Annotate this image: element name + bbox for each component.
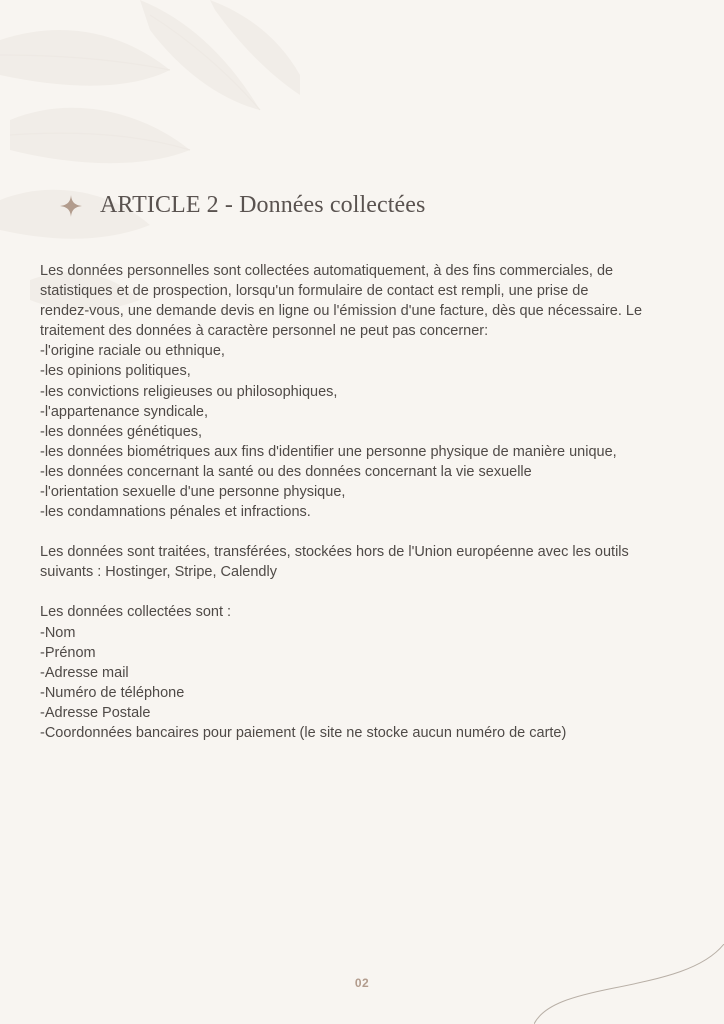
intro-line: rendez-vous, une demande devis en ligne ou l'émission d'une facture, dès que nécessaire. Le [40,303,643,320]
excluded-data-item: -les données concernant la santé ou des données concernant la vie sexuelle [40,463,532,480]
excluded-data-item: -l'appartenance syndicale, [40,403,209,420]
page-number: 02 [354,976,370,990]
article-heading [60,192,425,219]
paragraph-spacer [40,522,680,542]
transfer-paragraph [40,542,680,582]
transfer-line: Les données sont traitées, transférées, stockées hors de l'Union européenne avec les outils [40,544,629,561]
excluded-data-list [40,341,680,522]
article-title: ARTICLE 2 - Données collectées [100,192,426,218]
collected-data-item: -Prénom [40,644,96,661]
excluded-data-item: -les convictions religieuses ou philosophiques, [40,383,338,400]
collected-data-item: -Nom [40,624,76,641]
excluded-data-item: -les données génétiques, [40,423,203,440]
collected-data-item: -Numéro de téléphone [40,684,185,701]
intro-line: Les données personnelles sont collectées automatiquement, à des fins commerciales, de [40,263,614,279]
collected-data-item: -Adresse mail [40,664,129,681]
collected-data-section [40,602,680,743]
paragraph-spacer [40,582,680,602]
excluded-data-item: -l'origine raciale ou ethnique, [40,343,225,360]
excluded-data-item: -les opinions politiques, [40,363,191,380]
excluded-data-item: -les données biométriques aux fins d'identifier une personne physique de manière unique, [40,443,617,460]
transfer-line: suivants : Hostinger, Stripe, Calendly [40,564,277,581]
sparkle-icon [60,195,82,217]
collected-data-heading: Les données collectées sont : [40,604,232,621]
collected-data-item: -Adresse Postale [40,704,151,721]
intro-line: traitement des données à caractère personnel ne peut pas concerner: [40,323,489,340]
intro-paragraph [40,261,680,341]
excluded-data-item: -les condamnations pénales et infractions. [40,504,311,521]
article-body [40,261,680,743]
intro-line: statistiques et de prospection, lorsqu'un formulaire de contact est rempli, une prise de [40,283,589,300]
collected-data-item: -Coordonnées bancaires pour paiement (le site ne stocke aucun numéro de carte) [40,724,567,741]
excluded-data-item: -l'orientation sexuelle d'une personne physique, [40,484,346,501]
